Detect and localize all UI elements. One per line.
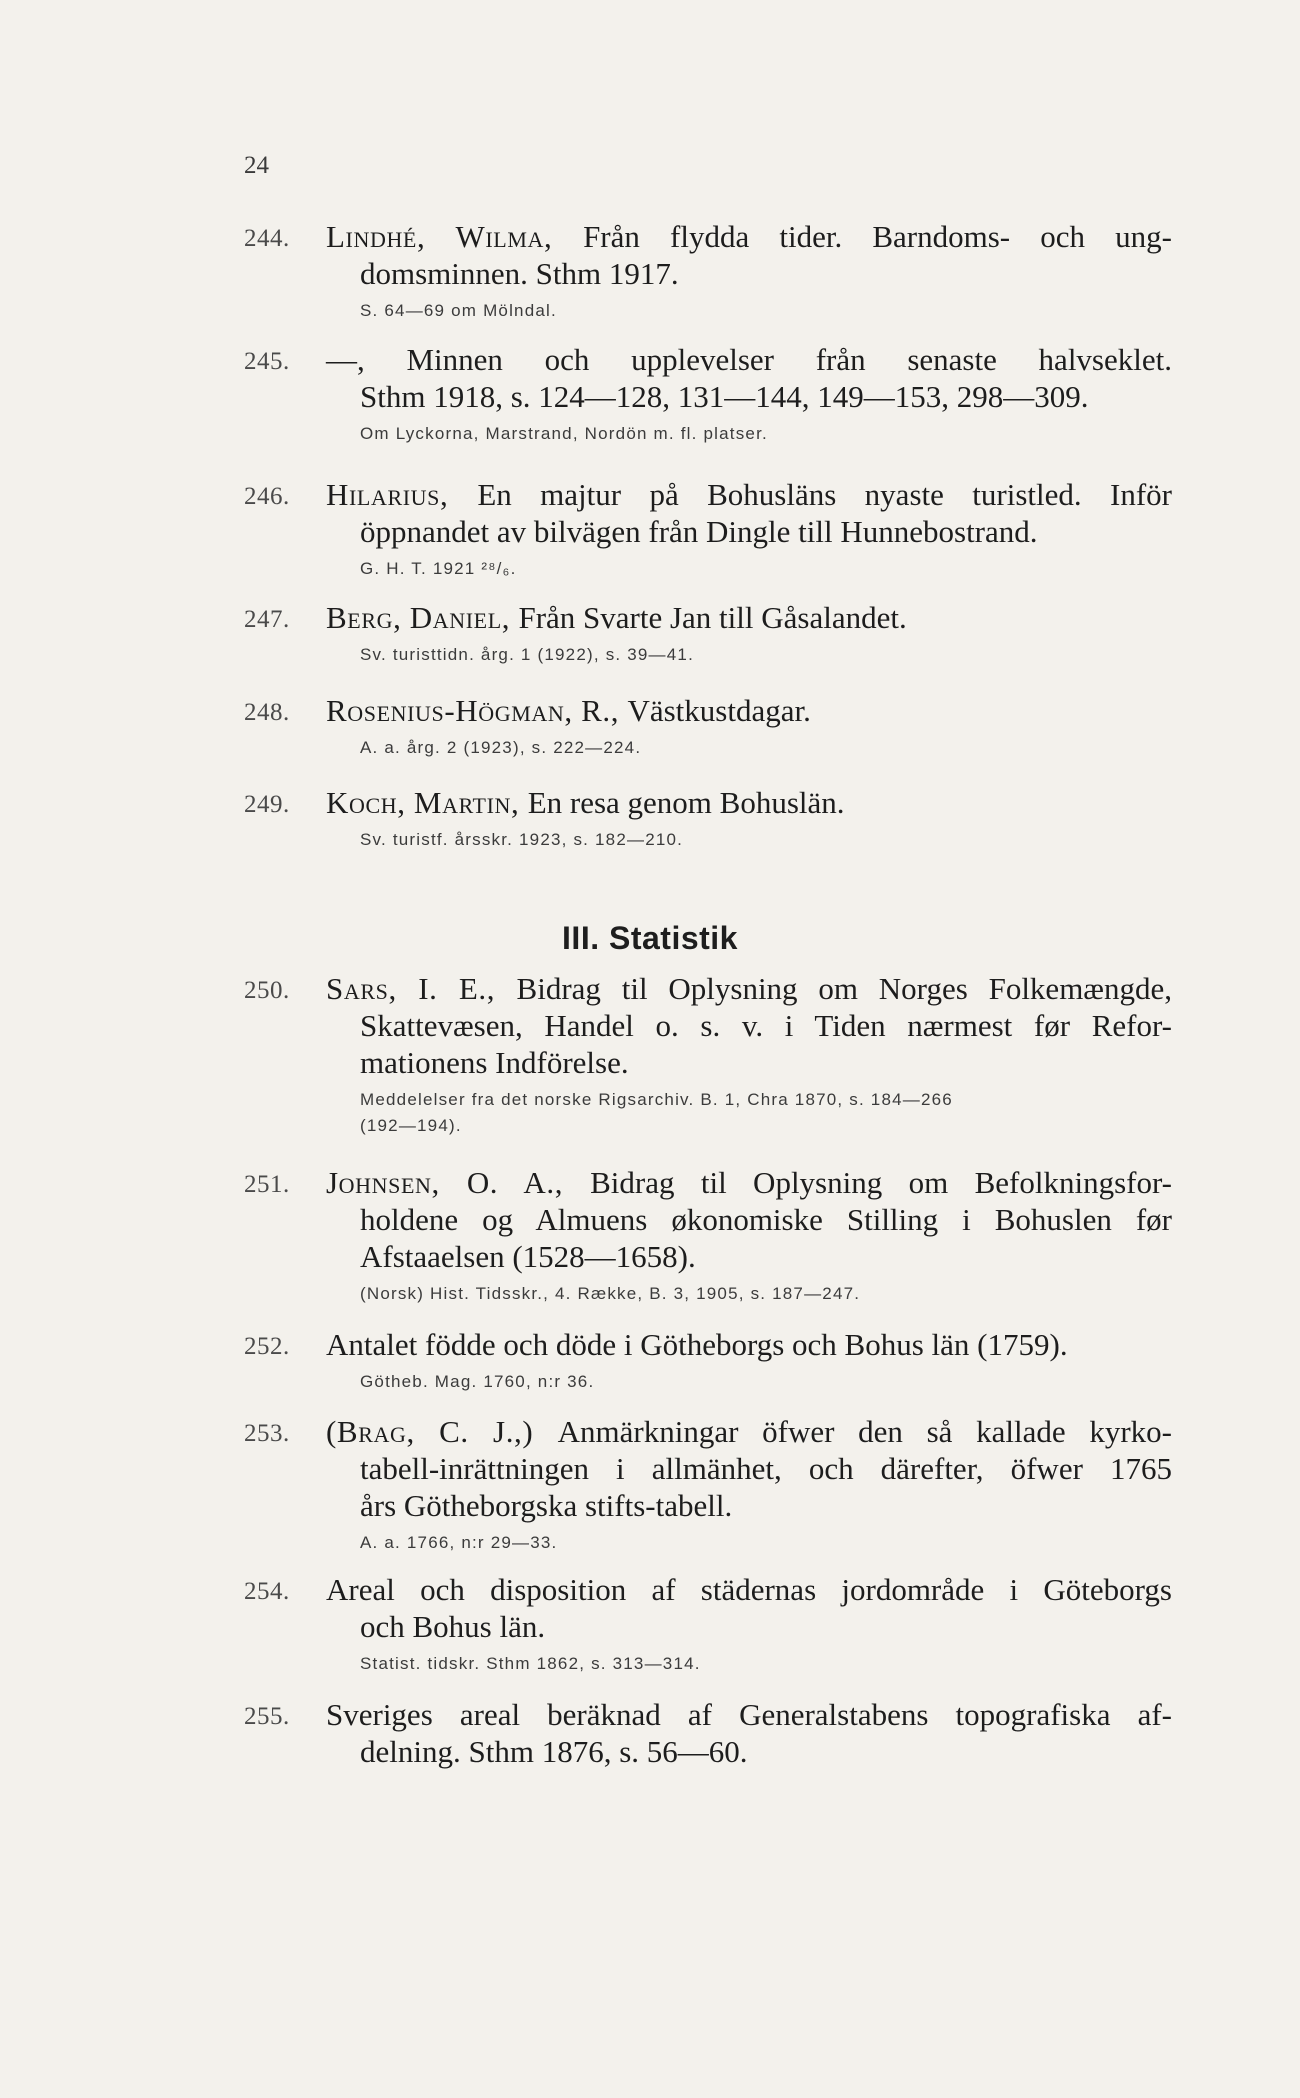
entry-title-line: års Götheborgska stifts-tabell. — [360, 1488, 733, 1523]
entry-number: 249. — [244, 791, 290, 818]
entry-text — [326, 784, 1172, 821]
entry-title-line: öppnandet av bilvägen från Dingle till Hunnebostrand. — [360, 514, 1038, 549]
entry-title-line: Från flydda tider. Barndoms- och ung- — [583, 219, 1172, 254]
page-number: 24 — [244, 152, 269, 179]
entry-text — [326, 1696, 1172, 1770]
entry-title-line: Antalet födde och döde i Götheborgs och Bohus län (1759). — [326, 1327, 1068, 1362]
entry-title-line: Bidrag til Oplysning om Norges Folkemængde, — [516, 971, 1172, 1006]
entry-title-line: domsminnen. Sthm 1917. — [360, 256, 679, 291]
entry-author: (Brag, C. J.,) — [326, 1414, 558, 1449]
entry-source-note: (Norsk) Hist. Tidsskr., 4. Række, B. 3, 1905, s. 187—247. — [360, 1284, 861, 1303]
entry-number: 244. — [244, 225, 290, 252]
entry-text — [326, 1413, 1172, 1524]
entry-author: Rosenius-Högman, R., — [326, 693, 628, 728]
entry-text — [326, 599, 1172, 636]
entry-text — [326, 341, 1172, 415]
entry-title-line: Anmärkningar öfwer den så kallade kyrko- — [557, 1414, 1172, 1449]
entry-title-line: Afstaaelsen (1528—1658). — [360, 1239, 696, 1274]
entry-source-note: Sv. turisttidn. årg. 1 (1922), s. 39—41. — [360, 645, 694, 664]
entry-source-note: A. a. 1766, n:r 29—33. — [360, 1533, 558, 1552]
entry-author: Hilarius, — [326, 477, 478, 512]
entry-title-line: och Bohus län. — [360, 1609, 546, 1644]
entry-number: 251. — [244, 1171, 290, 1198]
entry-text — [326, 1164, 1172, 1275]
entry-title-line: Sthm 1918, s. 124—128, 131—144, 149—153, 298—309. — [360, 379, 1089, 414]
entry-text — [326, 970, 1172, 1081]
entry-source-note: Meddelelser fra det norske Rigsarchiv. B. 1, Chra 1870, s. 184—266 (192—194). — [360, 1090, 953, 1135]
entry-title-line: holdene og Almuens økonomiske Stilling i Bohuslen før — [360, 1202, 1172, 1237]
entry-title-line: tabell-inrättningen i allmänhet, och därefter, öfwer 1765 — [360, 1451, 1172, 1486]
entry-source-note: G. H. T. 1921 ²⁸/₆. — [360, 559, 517, 578]
entry-source-note: Sv. turistf. årsskr. 1923, s. 182—210. — [360, 830, 684, 849]
entry-number: 246. — [244, 483, 290, 510]
entry-text — [326, 1326, 1172, 1363]
entry-title-line: En majtur på Bohusläns nyaste turistled. Inför — [477, 477, 1172, 512]
entry-author: Lindhé, Wilma, — [326, 219, 584, 254]
entry-number: 248. — [244, 699, 290, 726]
entry-author: Berg, Daniel, — [326, 600, 519, 635]
entry-author: Koch, Martin, — [326, 785, 528, 820]
entry-text — [326, 1571, 1172, 1645]
entry-title-line: Sveriges areal beräknad af Generalstabens topografiska af- — [326, 1697, 1172, 1732]
entry-title-line: Areal och disposition af städernas jordområde i Göteborgs — [326, 1572, 1172, 1607]
entry-title-line: mationens Indförelse. — [360, 1045, 629, 1080]
entry-title-line: delning. Sthm 1876, s. 56—60. — [360, 1734, 748, 1769]
entry-source-note: Om Lyckorna, Marstrand, Nordön m. fl. platser. — [360, 424, 768, 443]
entry-number: 255. — [244, 1703, 290, 1730]
section-heading: III. Statistik — [562, 920, 738, 956]
entry-source-note: Götheb. Mag. 1760, n:r 36. — [360, 1372, 595, 1391]
entry-title-line: —, Minnen och upplevelser från senaste halvseklet. — [326, 342, 1172, 377]
entry-text — [326, 218, 1172, 292]
entry-source-note: A. a. årg. 2 (1923), s. 222—224. — [360, 738, 642, 757]
entry-text — [326, 476, 1172, 550]
entry-title-line: Från Svarte Jan till Gåsalandet. — [518, 600, 907, 635]
entry-text — [326, 692, 1172, 729]
entry-number: 245. — [244, 348, 290, 375]
entry-title-line: Västkustdagar. — [627, 693, 811, 728]
entry-title-line: Skattevæsen, Handel o. s. v. i Tiden nærmest før Refor- — [360, 1008, 1172, 1043]
entry-title-line: En resa genom Bohuslän. — [527, 785, 845, 820]
entry-source-note: S. 64—69 om Mölndal. — [360, 301, 557, 320]
entry-number: 254. — [244, 1578, 290, 1605]
entry-number: 247. — [244, 606, 290, 633]
entry-author: Sars, I. E., — [326, 971, 517, 1006]
entry-number: 253. — [244, 1420, 290, 1447]
entry-author: Johnsen, O. A., — [326, 1165, 591, 1200]
entry-source-note: Statist. tidskr. Sthm 1862, s. 313—314. — [360, 1654, 701, 1673]
entry-number: 250. — [244, 977, 290, 1004]
entry-number: 252. — [244, 1333, 290, 1360]
entry-title-line: Bidrag til Oplysning om Befolkningsfor- — [590, 1165, 1173, 1200]
